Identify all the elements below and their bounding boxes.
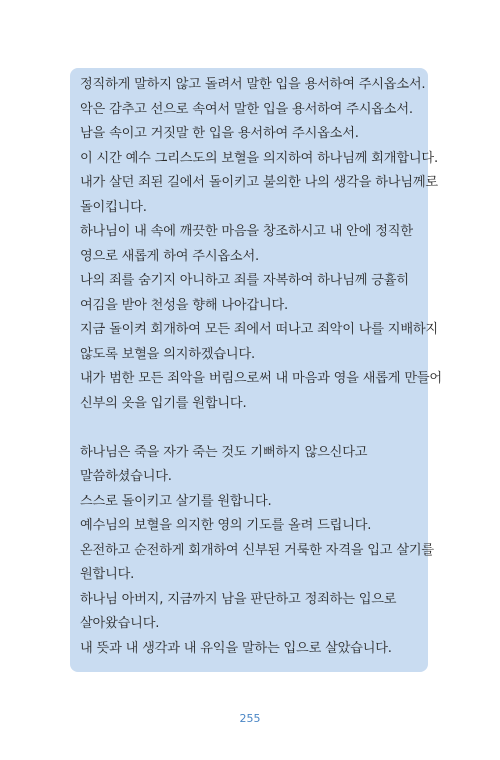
text-line: 내가 살던 죄된 길에서 돌이키고 불의한 나의 생각을 하나님께로 bbox=[80, 175, 438, 190]
text-line: 하나님 아버지, 지금까지 남을 판단하고 정죄하는 입으로 bbox=[80, 591, 397, 607]
text-line: 내가 범한 모든 죄악을 버림으로써 내 마음과 영을 새롭게 만들어 bbox=[80, 371, 442, 386]
text-line: 악은 감추고 선으로 속여서 말한 입을 용서하여 주시옵소서. bbox=[80, 101, 413, 117]
paragraph-gap bbox=[80, 416, 428, 441]
text-line: 스스로 돌이키고 살기를 원합니다. bbox=[80, 493, 272, 509]
text-line: 않도록 보혈을 의지하겠습니다. bbox=[80, 346, 255, 362]
text-line: 원합니다. bbox=[80, 567, 135, 582]
prayer-text-box bbox=[70, 68, 442, 672]
text-line: 이 시간 예수 그리스도의 보혈을 의지하여 하나님께 회개합니다. bbox=[80, 150, 438, 166]
text-line: 온전하고 순전하게 회개하여 신부된 거룩한 자격을 입고 살기를 bbox=[80, 542, 434, 558]
paragraph-1 bbox=[80, 73, 442, 416]
text-line: 예수님의 보혈을 의지한 영의 기도를 올려 드립니다. bbox=[80, 518, 372, 533]
text-line: 말씀하셨습니다. bbox=[80, 469, 172, 484]
text-line: 하나님이 내 속에 깨끗한 마음을 창조하시고 내 안에 정직한 bbox=[80, 224, 413, 239]
text-line: 정직하게 말하지 않고 돌려서 말한 입을 용서하여 주시옵소서. bbox=[80, 77, 426, 92]
text-line: 여김을 받아 천성을 향해 나아갑니다. bbox=[80, 297, 289, 313]
text-line: 돌이킵니다. bbox=[80, 199, 147, 215]
text-line: 하나님은 죽을 자가 죽는 것도 기뻐하지 않으신다고 bbox=[80, 444, 368, 460]
text-line: 남을 속이고 거짓말 한 입을 용서하여 주시옵소서. bbox=[80, 126, 359, 141]
text-line: 내 뜻과 내 생각과 내 유익을 말하는 입으로 살았습니다. bbox=[80, 640, 392, 656]
page-number: 255 bbox=[239, 712, 261, 725]
text-line: 영으로 새롭게 하여 주시옵소서. bbox=[80, 248, 259, 264]
text-line: 신부의 옷을 입기를 원합니다. bbox=[80, 395, 247, 411]
paragraph-2 bbox=[80, 441, 434, 662]
text-line: 지금 돌이켜 회개하여 모든 죄에서 떠나고 죄악이 나를 지배하지 bbox=[80, 322, 438, 337]
text-line: 살아왔습니다. bbox=[80, 616, 160, 631]
text-line: 나의 죄를 숨기지 아니하고 죄를 자복하여 하나님께 긍휼히 bbox=[80, 273, 409, 288]
